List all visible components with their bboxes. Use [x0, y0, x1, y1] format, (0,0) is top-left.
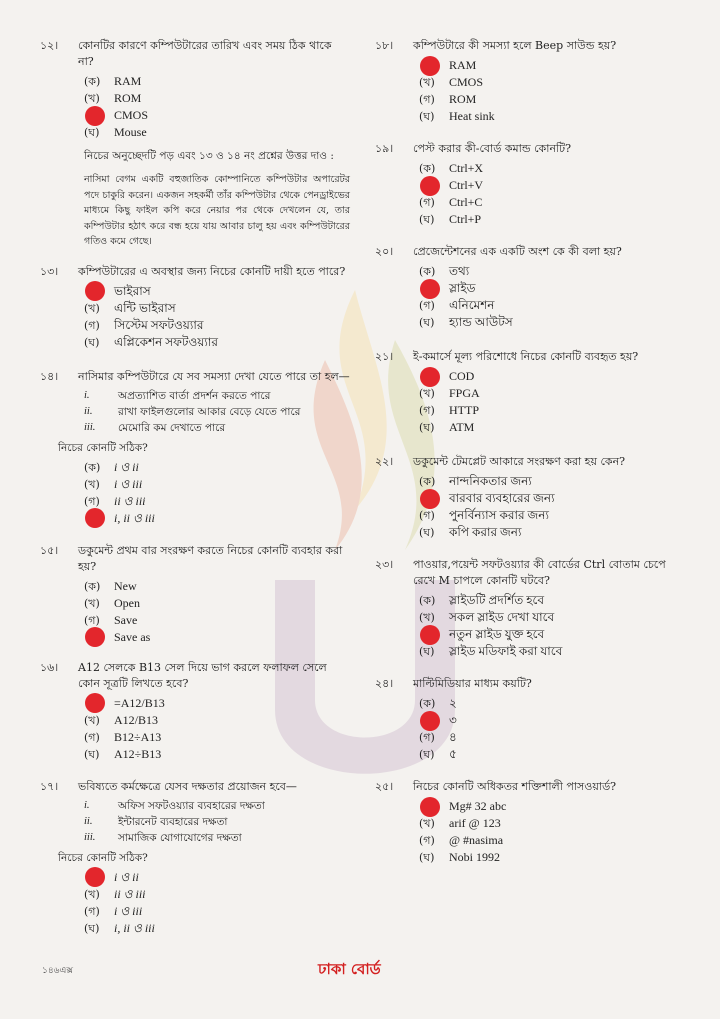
option-text: Save as — [114, 629, 151, 644]
option-ka — [84, 695, 350, 712]
option-kha — [84, 886, 350, 903]
option-label: (ক) — [84, 579, 101, 593]
option-kha — [84, 90, 350, 107]
option-text: arif @ 123 — [449, 816, 501, 830]
option-text: New — [114, 578, 137, 593]
option-label: (গ) — [419, 731, 435, 744]
option-label: (গ) — [84, 904, 100, 918]
option-gha — [84, 920, 350, 937]
option-text: A12/B13 — [114, 712, 159, 727]
option-label: (ক) — [419, 265, 436, 278]
option-label: (ক) — [84, 75, 101, 88]
option-text: ii ও iii — [114, 886, 146, 901]
option-label: (খ) — [84, 477, 100, 491]
question-number: ১৫। — [40, 543, 59, 557]
option-gha — [84, 746, 350, 763]
option-label: (ক) — [419, 697, 436, 710]
options — [419, 368, 680, 436]
options — [84, 695, 350, 763]
statement-text: অপ্রত্যাশিত বার্তা প্রদর্শন করতে পারে — [118, 389, 271, 402]
question-text: পাওয়ার,পয়েন্ট সফটওয়্যার কী বোর্ডের Ctrl বোতাম চেপে রেখে M চাপলে কোনটি ঘটবে? — [413, 558, 666, 587]
option-text: Mouse — [114, 125, 147, 139]
option-ka — [419, 798, 680, 815]
option-text: Heat sink — [449, 109, 495, 123]
option-label: (গ) — [419, 93, 435, 106]
option-kha — [84, 712, 350, 729]
option-kha — [419, 177, 680, 194]
answer-dot-icon — [420, 625, 440, 645]
statement-number: i. — [84, 799, 90, 811]
option-gha — [419, 314, 680, 331]
statement-number: iii. — [84, 831, 96, 843]
option-ka — [84, 283, 350, 300]
option-ka — [419, 592, 680, 609]
option-label: (ঘ) — [419, 316, 435, 329]
option-label: (খ) — [419, 76, 435, 89]
option-text: i ও ii — [114, 869, 139, 884]
option-kha — [84, 595, 350, 612]
option-label: (খ) — [419, 817, 435, 830]
option-gha — [419, 746, 680, 763]
option-ka — [84, 459, 350, 476]
options — [84, 459, 350, 527]
option-label: (খ) — [84, 713, 100, 727]
option-text: HTTP — [449, 403, 479, 417]
option-text: এনিমেশন — [449, 298, 495, 312]
which-correct: নিচের কোনটি সঠিক? — [58, 441, 148, 454]
options — [419, 592, 680, 660]
option-text: Ctrl+C — [449, 195, 483, 209]
option-text: ৪ — [449, 730, 457, 744]
question-14 — [40, 369, 350, 527]
option-label: (ঘ) — [84, 335, 100, 349]
option-label: (ক) — [419, 594, 436, 607]
question-17 — [40, 779, 350, 937]
options — [419, 160, 680, 228]
option-text: কপি করার জন্য — [449, 525, 522, 539]
option-gha — [419, 108, 680, 125]
question-text: কোনটির কারণে কম্পিউটারের তারিখ এবং সময় ঠিক থাকে না? — [78, 39, 332, 68]
option-gha — [84, 334, 350, 351]
answer-dot-icon — [420, 56, 440, 76]
answer-dot-icon — [420, 711, 440, 731]
option-text: সিস্টেম সফটওয়্যার — [114, 317, 204, 332]
option-gha — [84, 510, 350, 527]
option-ka — [419, 695, 680, 712]
option-ka — [84, 578, 350, 595]
option-label: (ঘ) — [419, 213, 435, 226]
question-text: ডকুমেন্ট টেমপ্লেট আকারে সংরক্ষণ করা হয় কেন? — [413, 455, 626, 468]
option-text: i, ii ও iii — [114, 510, 155, 525]
statement — [84, 830, 350, 846]
question-text: ভবিষ্যতে কর্মক্ষেত্রে যেসব দক্ষতার প্রয়োজন হবে— — [78, 779, 297, 793]
option-ga — [84, 107, 350, 124]
statement-number: iii. — [84, 421, 96, 433]
which-correct: নিচের কোনটি সঠিক? — [58, 851, 148, 864]
statement-text: ইন্টারনেট ব্যবহারের দক্ষতা — [118, 815, 228, 828]
question-25 — [375, 779, 680, 866]
option-text: =A12/B13 — [114, 695, 165, 710]
option-text: স্লাইডটি প্রদর্শিত হবে — [449, 593, 545, 607]
statement — [84, 388, 350, 404]
option-label: (গ) — [84, 318, 100, 332]
options — [419, 263, 680, 331]
left-column — [40, 38, 350, 949]
option-ka — [419, 473, 680, 490]
option-label: (ক) — [419, 162, 436, 175]
question-22 — [375, 454, 680, 541]
options — [419, 57, 680, 125]
option-ga — [84, 903, 350, 920]
option-kha — [84, 300, 350, 317]
answer-dot-icon — [85, 508, 105, 528]
statement — [84, 798, 350, 814]
option-text: A12÷B13 — [114, 746, 162, 761]
option-text: ভাইরাস — [114, 283, 151, 298]
question-number: ১৪। — [40, 369, 59, 383]
option-kha — [419, 815, 680, 832]
option-ga — [84, 612, 350, 629]
statement — [84, 420, 350, 436]
option-label: (খ) — [419, 611, 435, 624]
option-label: (ঘ) — [84, 921, 100, 935]
option-label: (খ) — [84, 887, 100, 901]
answer-dot-icon — [85, 281, 105, 301]
option-text: Nobi 1992 — [449, 850, 500, 864]
option-text: ATM — [449, 420, 475, 434]
statement — [84, 814, 350, 830]
option-kha — [419, 280, 680, 297]
option-ka — [419, 160, 680, 177]
answer-dot-icon — [420, 176, 440, 196]
question-24 — [375, 676, 680, 763]
option-text: সকল স্লাইড দেখা যাবে — [449, 610, 555, 624]
options — [84, 283, 350, 351]
statements — [84, 798, 350, 846]
option-text: COD — [449, 369, 475, 383]
option-text: নতুন স্লাইড যুক্ত হবে — [449, 627, 545, 641]
option-label: (গ) — [84, 613, 100, 627]
option-label: (ঘ) — [419, 645, 435, 658]
question-12 — [40, 38, 350, 250]
option-text: ৫ — [449, 747, 457, 761]
answer-dot-icon — [85, 627, 105, 647]
option-ga — [419, 91, 680, 108]
question-19 — [375, 141, 680, 228]
option-text: RAM — [114, 74, 142, 88]
question-text: কম্পিউটারে কী সমস্যা হলে Beep সাউন্ড হয়? — [413, 39, 617, 52]
option-ga — [419, 832, 680, 849]
question-number: ২২। — [375, 455, 394, 468]
right-column — [375, 38, 680, 878]
option-ka — [419, 368, 680, 385]
question-16 — [40, 660, 350, 763]
question-text: ই-কমার্সে মূল্য পরিশোধে নিচের কোনটি ব্যবহৃত হয়? — [413, 350, 639, 363]
option-label: (খ) — [84, 301, 100, 315]
option-text: i, ii ও iii — [114, 920, 155, 935]
option-label: (গ) — [419, 834, 435, 847]
statement-text: সামাজিক যোগাযোগের দক্ষতা — [118, 831, 242, 844]
statement-text: অফিস সফটওয়্যার ব্যবহারের দক্ষতা — [118, 799, 265, 812]
option-text: হ্যান্ড আউটস — [449, 315, 513, 329]
options — [84, 869, 350, 937]
statement-number: ii. — [84, 815, 93, 827]
option-label: (ক) — [84, 460, 101, 474]
option-label: (গ) — [419, 196, 435, 209]
option-text: RAM — [449, 58, 477, 72]
option-label: (ঘ) — [419, 526, 435, 539]
option-kha — [84, 476, 350, 493]
question-number: ২০। — [375, 245, 394, 258]
question-15 — [40, 543, 350, 646]
options — [419, 798, 680, 866]
option-text: @ #nasima — [449, 833, 504, 847]
option-ga — [419, 507, 680, 524]
option-text: এন্টি ভাইরাস — [114, 300, 176, 315]
option-text: Ctrl+X — [449, 161, 484, 175]
option-gha — [419, 849, 680, 866]
statement-number: ii. — [84, 405, 93, 417]
option-label: (ক) — [419, 475, 436, 488]
question-number: ২৩। — [375, 558, 394, 571]
option-ka — [84, 869, 350, 886]
option-text: B12÷A13 — [114, 729, 162, 744]
option-kha — [419, 74, 680, 91]
option-label: (ঘ) — [419, 748, 435, 761]
option-text: নান্দনিকতার জন্য — [449, 474, 532, 488]
options — [419, 695, 680, 763]
option-text: CMOS — [449, 75, 484, 89]
question-number: ১২। — [40, 39, 59, 52]
option-text: ৩ — [449, 713, 457, 727]
answer-dot-icon — [420, 279, 440, 299]
option-ka — [84, 73, 350, 90]
option-text: CMOS — [114, 108, 149, 122]
question-13 — [40, 264, 350, 351]
option-label: (ঘ) — [84, 126, 100, 139]
question-number: ১৭। — [40, 779, 59, 793]
option-text: ২ — [449, 696, 457, 710]
question-text: পেস্ট করার কী-বোর্ড কমান্ড কোনটি? — [413, 142, 572, 155]
question-text: নাসিমার কম্পিউটারে যে সব সমস্যা দেখা যেতে পারে তা হল— — [78, 369, 350, 383]
option-label: (খ) — [419, 387, 435, 400]
option-ga — [419, 194, 680, 211]
question-number: ১৮। — [375, 39, 394, 52]
option-text: স্লাইড — [449, 281, 476, 295]
option-label: (গ) — [84, 730, 100, 744]
option-text: i ও ii — [114, 459, 139, 474]
question-number: ২৫। — [375, 780, 394, 793]
option-gha — [419, 643, 680, 660]
option-label: (ঘ) — [419, 421, 435, 434]
statement-number: i. — [84, 389, 90, 401]
question-18 — [375, 38, 680, 125]
question-number: ১৬। — [40, 660, 59, 674]
option-label: (গ) — [84, 494, 100, 508]
statement-text: রাখা ফাইলগুলোর আকার বেড়ে যেতে পারে — [118, 405, 301, 418]
option-ga — [419, 626, 680, 643]
question-number: ২৪। — [375, 677, 394, 690]
option-label: (গ) — [419, 299, 435, 312]
option-label: (খ) — [84, 596, 100, 610]
option-text: Mg# 32 abc — [449, 799, 507, 813]
answer-dot-icon — [420, 367, 440, 387]
option-label: (গ) — [419, 404, 435, 417]
option-kha — [419, 490, 680, 507]
passage-intro: নিচের অনুচ্ছেদটি পড় এবং ১৩ ও ১৪ নং প্রশ্নের উত্তর দাও : — [84, 150, 334, 162]
option-gha — [419, 524, 680, 541]
option-text: Ctrl+V — [449, 178, 484, 192]
option-ga — [419, 402, 680, 419]
option-label: (ঘ) — [84, 747, 100, 761]
option-kha — [419, 712, 680, 729]
question-21 — [375, 349, 680, 436]
option-gha — [419, 419, 680, 436]
question-number: ১৩। — [40, 264, 59, 278]
option-label: (ঘ) — [419, 851, 435, 864]
option-text: Ctrl+P — [449, 212, 482, 226]
option-ka — [419, 57, 680, 74]
question-number: ২১। — [375, 350, 394, 363]
option-gha — [84, 124, 350, 141]
option-label: (ঘ) — [419, 110, 435, 123]
option-text: ROM — [114, 91, 142, 105]
question-20 — [375, 244, 680, 331]
page-number: ১৪৬এক্স — [42, 966, 73, 976]
option-ga — [84, 317, 350, 334]
options — [419, 473, 680, 541]
options — [84, 578, 350, 646]
question-text: নিচের কোনটি অধিকতর শক্তিশালী পাসওয়ার্ড? — [413, 780, 617, 793]
answer-dot-icon — [420, 489, 440, 509]
option-text: ii ও iii — [114, 493, 146, 508]
option-text: i ও iii — [114, 903, 143, 918]
options — [84, 73, 350, 141]
option-kha — [419, 385, 680, 402]
question-text: কম্পিউটারের এ অবস্থার জন্য নিচের কোনটি দায়ী হতে পারে? — [78, 264, 346, 278]
question-number: ১৯। — [375, 142, 394, 155]
option-text: Open — [114, 595, 140, 610]
statement — [84, 404, 350, 420]
option-ka — [419, 263, 680, 280]
option-gha — [84, 629, 350, 646]
answer-dot-icon — [420, 797, 440, 817]
option-label: (খ) — [84, 92, 100, 105]
option-text: বারবার ব্যবহারের জন্য — [449, 491, 555, 505]
question-text: A12 সেলকে B13 সেল দিয়ে ভাগ করলে ফলাফল সেলে কোন সূত্রটি লিখতে হবে? — [78, 660, 327, 690]
option-text: FPGA — [449, 386, 480, 400]
option-text: তথ্য — [449, 264, 470, 278]
option-ga — [419, 297, 680, 314]
answer-dot-icon — [85, 867, 105, 887]
option-text: ROM — [449, 92, 477, 106]
answer-dot-icon — [85, 693, 105, 713]
question-text: প্রেজেন্টেশনের এক একটি অংশ কে কী বলা হয়? — [413, 245, 622, 258]
option-gha — [419, 211, 680, 228]
option-ga — [419, 729, 680, 746]
option-text: i ও iii — [114, 476, 143, 491]
option-ga — [84, 493, 350, 510]
option-text: পুনর্বিন্যাস করার জন্য — [449, 508, 549, 522]
passage: নাসিমা বেগম একটি বহুজাতিক কোম্পানিতে কম্পিউটার অপারেটর পদে চাকুরি করেন। একজন সহকর্মী তাঁর কম্পিউটার থেকে পেনড্রাইভের মাধ্যমে কিছু ফাইল কপি করে নেয়ার পর থেকে দেখলেন যে, তার কম্পিউটার হঠাৎ করে বন্ধ হয়ে যায় আবার চালু হয় এবং কম্পিউটারের গতিও কমে গেছে। — [84, 174, 350, 247]
statement-text: মেমোরি কম দেখাতে পারে — [118, 421, 226, 434]
question-23 — [375, 557, 680, 660]
option-text: Save — [114, 612, 138, 627]
option-text: স্লাইড মডিফাই করা যাবে — [449, 644, 563, 658]
option-label: (গ) — [419, 509, 435, 522]
question-text: ডকুমেন্ট প্রথম বার সংরক্ষণ করতে নিচের কোনটি ব্যবহার করা হয়? — [78, 543, 343, 573]
option-ga — [84, 729, 350, 746]
option-text: এপ্লিকেশন সফটওয়্যার — [114, 334, 218, 349]
answer-dot-icon — [85, 106, 105, 126]
board-title: ঢাকা বোর্ড — [318, 960, 381, 978]
option-kha — [419, 609, 680, 626]
statements — [84, 388, 350, 436]
question-text: মাল্টিমিডিয়ার মাধ্যম কয়টি? — [413, 677, 532, 690]
